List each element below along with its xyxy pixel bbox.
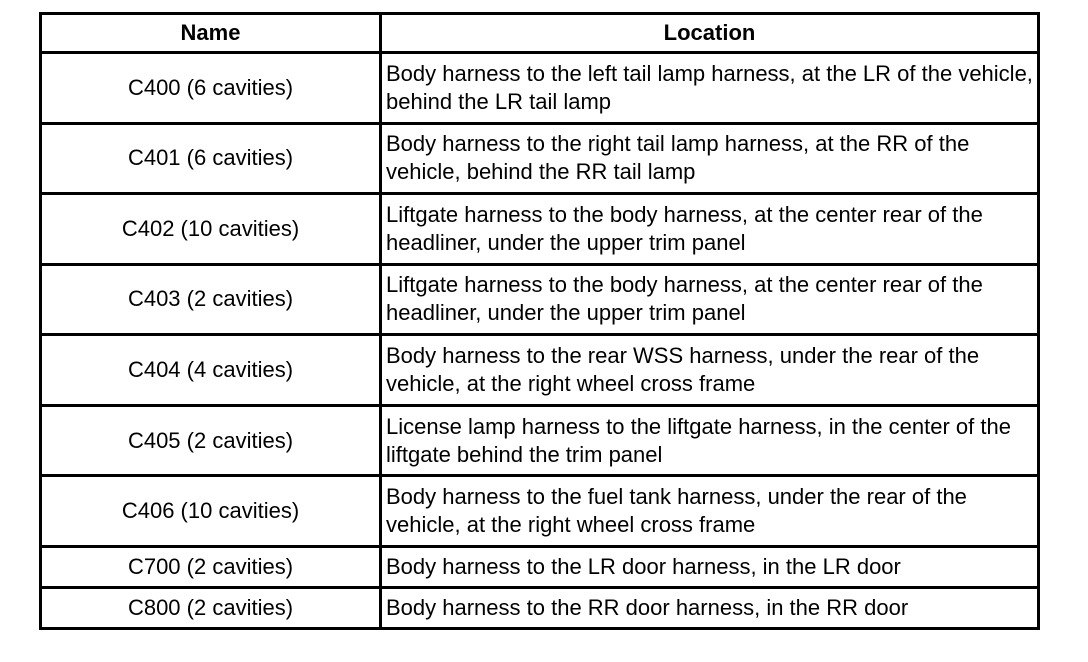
table-row [41, 264, 1039, 335]
table-row [41, 123, 1039, 194]
connector-table-container [39, 12, 1037, 630]
connector-name-cell: C405 (2 cavities) [41, 405, 381, 476]
table-row [41, 405, 1039, 476]
table-row [41, 587, 1039, 628]
connector-location-table [39, 12, 1040, 630]
table-row [41, 194, 1039, 265]
connector-location-cell: Body harness to the right tail lamp harness, at the RR of the vehicle, behind the RR tail lamp [381, 123, 1039, 194]
table-row [41, 53, 1039, 124]
connector-location-cell: Liftgate harness to the body harness, at the center rear of the headliner, under the upper trim panel [381, 264, 1039, 335]
connector-name-cell: C401 (6 cavities) [41, 123, 381, 194]
connector-location-cell: Body harness to the rear WSS harness, under the rear of the vehicle, at the right wheel cross frame [381, 335, 1039, 406]
connector-location-cell: License lamp harness to the liftgate harness, in the center of the liftgate behind the trim panel [381, 405, 1039, 476]
name-column-header: Name [41, 14, 381, 53]
table-row [41, 546, 1039, 587]
connector-name-cell: C700 (2 cavities) [41, 546, 381, 587]
connector-name-cell: C403 (2 cavities) [41, 264, 381, 335]
table-row [41, 335, 1039, 406]
table-header-row [41, 14, 1039, 53]
connector-location-cell: Liftgate harness to the body harness, at the center rear of the headliner, under the upper trim panel [381, 194, 1039, 265]
location-column-header: Location [381, 14, 1039, 53]
connector-name-cell: C406 (10 cavities) [41, 476, 381, 547]
table-row [41, 476, 1039, 547]
connector-location-cell: Body harness to the LR door harness, in the LR door [381, 546, 1039, 587]
connector-name-cell: C400 (6 cavities) [41, 53, 381, 124]
connector-location-cell: Body harness to the fuel tank harness, under the rear of the vehicle, at the right wheel cross frame [381, 476, 1039, 547]
connector-location-cell: Body harness to the RR door harness, in the RR door [381, 587, 1039, 628]
connector-location-cell: Body harness to the left tail lamp harness, at the LR of the vehicle, behind the LR tail lamp [381, 53, 1039, 124]
connector-name-cell: C402 (10 cavities) [41, 194, 381, 265]
connector-name-cell: C404 (4 cavities) [41, 335, 381, 406]
connector-name-cell: C800 (2 cavities) [41, 587, 381, 628]
